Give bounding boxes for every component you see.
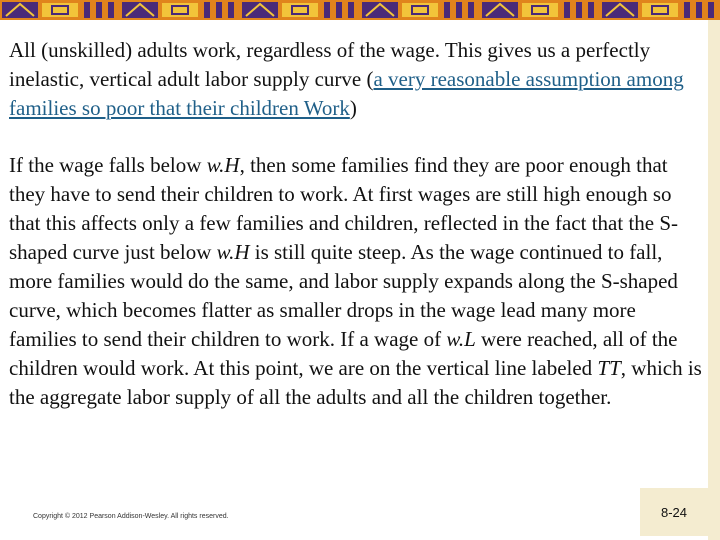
slide-body <box>9 36 705 412</box>
paragraph-adult-labor <box>9 36 705 123</box>
banner-stripe <box>696 2 702 18</box>
banner-stripe <box>708 2 714 18</box>
paragraph1-tail: ) <box>349 96 357 120</box>
paragraph2-text: , then some families find they are poor enough that they have to send their children to work. At first wages are still high enough so that this affects only a few families and children, reflected in the fact that the S-shaped curve just below <box>9 153 679 264</box>
right-decorative-stripe <box>708 20 720 540</box>
wage-high-term: w.H <box>206 153 240 177</box>
banner-stripe <box>204 2 210 18</box>
banner-pattern <box>0 0 720 20</box>
banner-stripe <box>456 2 462 18</box>
banner-stripe <box>96 2 102 18</box>
tt-term: TT <box>597 356 621 380</box>
banner-stripe <box>228 2 234 18</box>
paragraph-child-labor <box>9 151 705 412</box>
paragraph2-text: If the wage falls below <box>9 153 207 177</box>
banner-stripe <box>348 2 354 18</box>
banner-stripe <box>324 2 330 18</box>
banner-stripe <box>564 2 570 18</box>
paragraph2-text: were reached, all of the children would work. At this point, we are on the vertical line labeled <box>9 327 678 380</box>
page-number: 8-24 <box>640 488 708 536</box>
banner-stripe <box>576 2 582 18</box>
assumption-link[interactable]: a very reasonable assumption among families so poor that their children Work <box>9 67 684 120</box>
copyright-notice: Copyright © 2012 Pearson Addison-Wesley. All rights reserved. <box>33 513 229 520</box>
banner-stripe <box>588 2 594 18</box>
banner-stripe <box>84 2 90 18</box>
paragraph2-text: is still quite steep. As the wage continued to fall, more families would do the same, and labor supply expands along the S-shaped curve, which becomes flatter as smaller drops in the wage lead many more families to send their children to work. If a wage of <box>9 240 678 351</box>
wage-low-term: w.L <box>446 327 476 351</box>
paragraph2-text: , which is the aggregate labor supply of all the adults and all the children together. <box>9 356 702 409</box>
banner-stripe <box>444 2 450 18</box>
decorative-banner <box>0 0 720 20</box>
banner-stripe <box>216 2 222 18</box>
banner-stripe <box>468 2 474 18</box>
banner-stripe <box>108 2 114 18</box>
banner-stripe <box>684 2 690 18</box>
wage-high-term: w.H <box>216 240 250 264</box>
paragraph1-lead: All (unskilled) adults work, regardless of the wage. This gives us a perfectly inelastic, vertical adult labor supply curve ( <box>9 38 651 91</box>
banner-stripe <box>336 2 342 18</box>
